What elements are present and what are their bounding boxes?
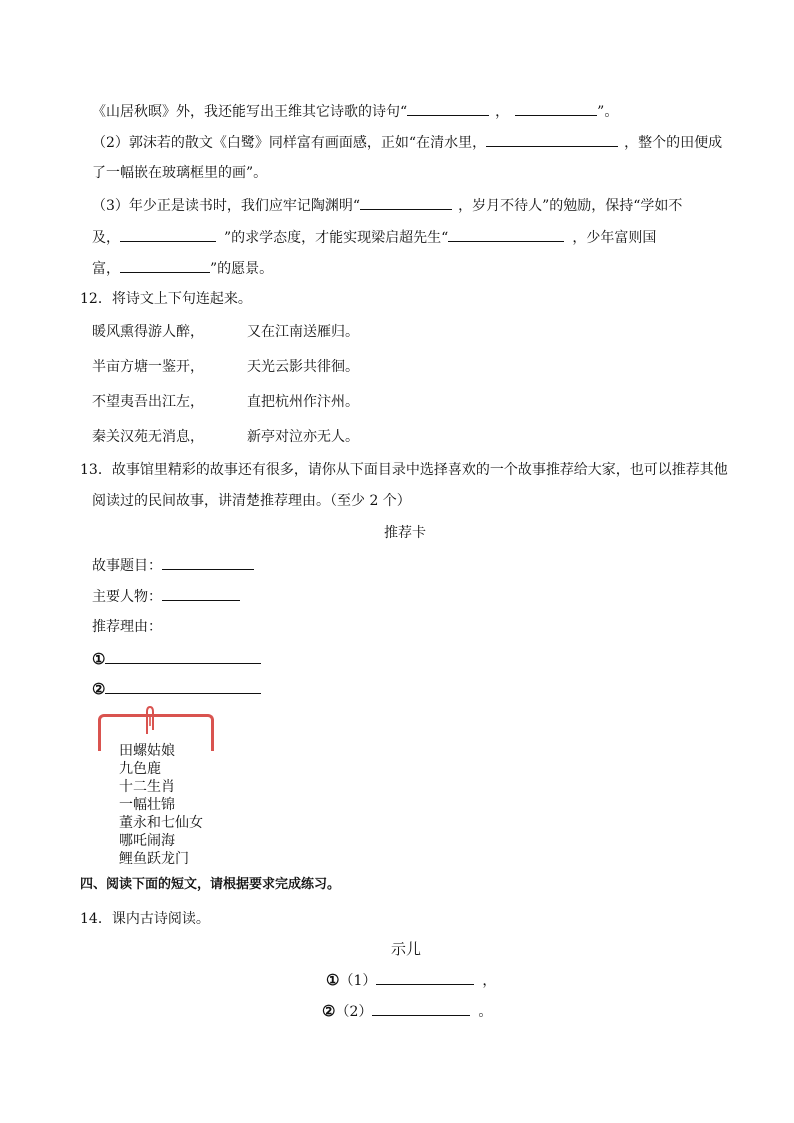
poem-title: 示儿 xyxy=(391,940,422,958)
text: ，少年富则国 xyxy=(572,230,657,246)
reason-row-1 xyxy=(92,649,261,670)
circled-number: ① xyxy=(92,650,106,668)
story-item[interactable]: 十二生肖 xyxy=(119,779,175,795)
text: 富， xyxy=(92,261,120,277)
poem-blank-1[interactable] xyxy=(376,970,474,985)
fill-blank[interactable] xyxy=(360,195,452,210)
question-13-line-2: 阅读过的民间故事，讲清楚推荐理由。（至少 2 个） xyxy=(92,493,411,509)
q12-left-3[interactable]: 不望夷吾出江左， xyxy=(92,394,204,410)
story-title-label: 故事题目： xyxy=(92,558,162,574)
recommend-card-title: 推荐卡 xyxy=(384,525,426,541)
q12-left-4[interactable]: 秦关汉苑无消息， xyxy=(92,429,204,445)
text: ”的求学态度，才能实现梁启超先生“ xyxy=(224,230,449,246)
reason-label: 推荐理由： xyxy=(92,619,162,635)
story-title-blank[interactable] xyxy=(162,555,254,570)
line-number: （2） xyxy=(335,1004,373,1020)
text: ，整个的田便成 xyxy=(624,135,723,151)
text: ， xyxy=(495,104,510,120)
poem-line-2 xyxy=(322,1001,492,1022)
fill-blank[interactable] xyxy=(515,101,597,116)
text: 及， xyxy=(92,230,120,246)
fill-blank[interactable] xyxy=(448,227,564,242)
circled-number: ② xyxy=(92,680,106,698)
text: ，岁月不待人”的勉励，保持“学如不 xyxy=(458,198,683,214)
question-11-line-6 xyxy=(92,258,273,279)
reason-row-2 xyxy=(92,679,261,700)
story-item[interactable]: 九色鹿 xyxy=(119,761,161,777)
punctuation: 。 xyxy=(478,1004,493,1020)
poem-line-1 xyxy=(326,970,496,991)
circled-number: ② xyxy=(322,1002,336,1020)
question-11-line-1 xyxy=(92,101,618,122)
fill-blank[interactable] xyxy=(486,132,618,147)
reason-blank-2[interactable] xyxy=(105,679,261,694)
fill-blank[interactable] xyxy=(120,258,210,273)
line-number: （1） xyxy=(339,973,377,989)
question-11-line-4 xyxy=(92,195,682,216)
q12-right-2[interactable]: 天光云影共徘徊。 xyxy=(247,359,359,375)
q12-right-1[interactable]: 又在江南送雁归。 xyxy=(247,324,359,340)
q12-right-4[interactable]: 新亭对泣亦无人。 xyxy=(247,429,359,445)
characters-row xyxy=(92,586,240,607)
story-item[interactable]: 哪吒闹海 xyxy=(119,833,175,849)
question-11-line-2 xyxy=(92,132,722,153)
section-4-heading: 四、阅读下面的短文，请根据要求完成练习。 xyxy=(80,877,341,892)
story-item[interactable]: 董永和七仙女 xyxy=(119,815,203,831)
story-item[interactable]: 鲤鱼跃龙门 xyxy=(119,851,189,867)
fill-blank[interactable] xyxy=(120,227,216,242)
text: ”的愿景。 xyxy=(210,261,274,277)
fill-blank[interactable] xyxy=(407,101,489,116)
question-11-line-5 xyxy=(92,227,656,248)
story-item[interactable]: 一幅壮锦 xyxy=(119,797,175,813)
text: （3）年少正是读书时，我们应牢记陶渊明“ xyxy=(92,198,361,214)
q12-left-2[interactable]: 半亩方塘一鉴开， xyxy=(92,359,204,375)
punctuation: ， xyxy=(482,973,497,989)
question-11-line-3: 了一幅嵌在玻璃框里的画”。 xyxy=(92,165,268,181)
text: ”。 xyxy=(597,104,619,120)
q12-right-3[interactable]: 直把杭州作汴州。 xyxy=(247,394,359,410)
paper-clip-icon xyxy=(144,706,156,736)
question-12-title: 12．将诗文上下句连起来。 xyxy=(80,291,252,307)
circled-number: ① xyxy=(326,971,340,989)
story-item[interactable]: 田螺姑娘 xyxy=(119,743,175,759)
text: （2）郭沫若的散文《白鹭》同样富有画面感，正如“在清水里， xyxy=(92,135,487,151)
poem-blank-2[interactable] xyxy=(372,1001,470,1016)
question-14-title: 14．课内古诗阅读。 xyxy=(80,911,210,927)
characters-label: 主要人物： xyxy=(92,589,162,605)
question-13-line-1: 13．故事馆里精彩的故事还有很多，请你从下面目录中选择喜欢的一个故事推荐给大家，也可以推荐其他 xyxy=(80,462,728,478)
reason-blank-1[interactable] xyxy=(105,649,261,664)
story-title-row xyxy=(92,555,254,576)
characters-blank[interactable] xyxy=(162,586,240,601)
text: 《山居秋暝》外，我还能写出王维其它诗歌的诗句“ xyxy=(92,104,408,120)
q12-left-1[interactable]: 暖风熏得游人醉， xyxy=(92,324,204,340)
